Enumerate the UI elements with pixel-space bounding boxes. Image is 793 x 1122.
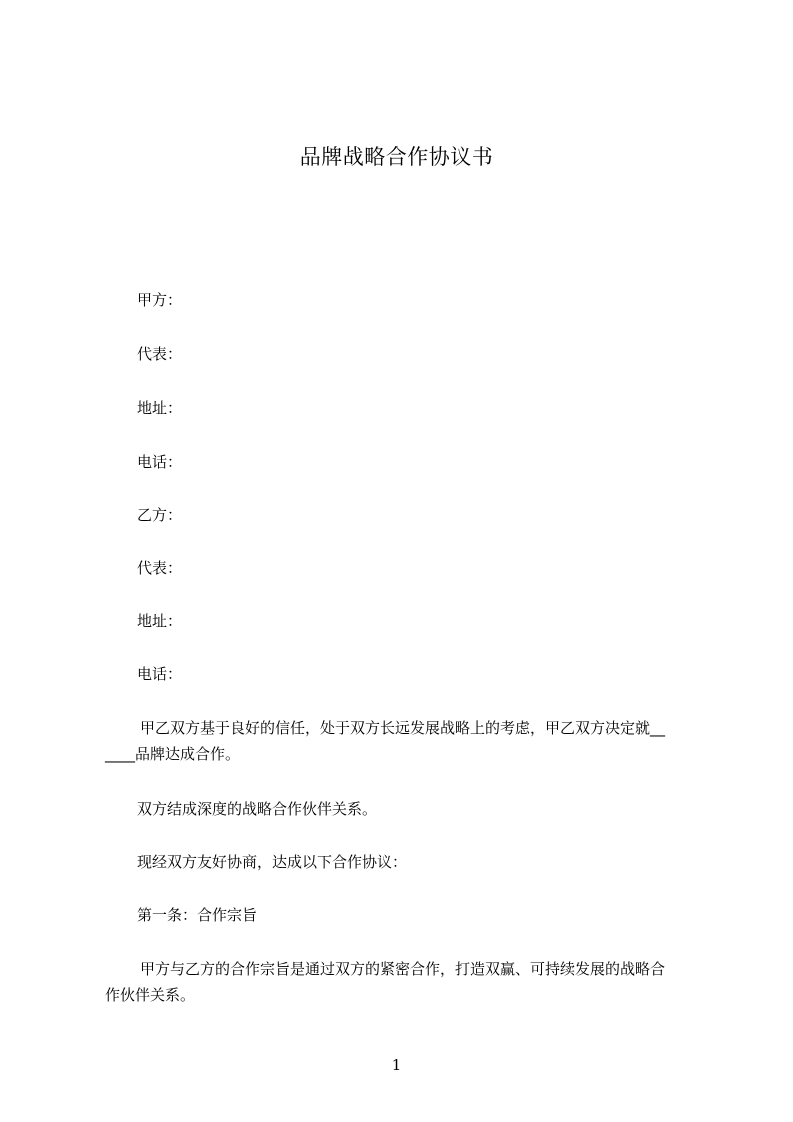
article-1-paragraph (105, 956, 717, 1008)
article-1-heading: 第一条：合作宗旨 (137, 906, 258, 924)
intro-line-2: ____品牌达成合作。 (105, 745, 241, 763)
intro-paragraph (105, 715, 717, 767)
page-number: 1 (391, 1056, 402, 1074)
party-b-representative: 代表： (137, 559, 183, 577)
party-a-phone: 电话： (137, 453, 183, 471)
party-b-label: 乙方： (137, 506, 183, 524)
relationship-paragraph: 双方结成深度的战略合作伙伴关系。 (137, 800, 378, 818)
intro-line-1: 甲乙双方基于良好的信任，处于双方长远发展战略上的考虑，甲乙双方决定就__ (140, 719, 666, 737)
party-a-address: 地址： (137, 399, 183, 417)
agreement-intro-paragraph: 现经双方友好协商，达成以下合作协议： (137, 853, 408, 871)
party-b-phone: 电话： (137, 665, 183, 683)
document-title: 品牌战略合作协议书 (299, 145, 494, 169)
party-a-label: 甲方： (137, 291, 183, 309)
article-1-line-2: 作伙伴关系。 (105, 986, 196, 1004)
article-1-line-1: 甲方与乙方的合作宗旨是通过双方的紧密合作，打造双赢、可持续发展的战略合 (140, 960, 666, 978)
party-a-representative: 代表： (137, 345, 183, 363)
party-b-address: 地址： (137, 612, 183, 630)
